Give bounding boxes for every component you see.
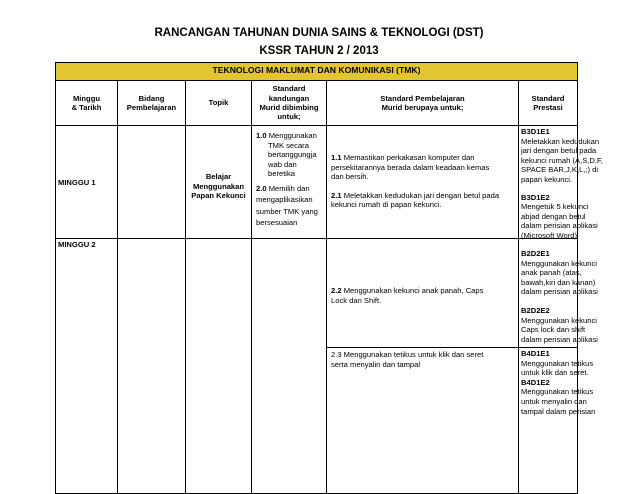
document-subtitle: KSSR TAHUN 2 / 2013	[259, 45, 379, 57]
row1-bidang	[117, 125, 186, 239]
row1-standard-prestasi: B3D1E1 Meletakkan kedudukan jari dengan betul pada kekunci rumah (A,S,D,F, SPACE BAR,J,K,L,;) di papan kekunci. B3D1E2 Mengetuk 5 kekunci abjad dengan betul dalam perisian aplikasi (Microsoft Word)	[518, 125, 578, 239]
row2-topik	[185, 238, 252, 494]
header-standard-prestasi: Standard Prestasi	[518, 80, 578, 126]
row1-standard-kandungan: 1.0 Menggunakan TMK secara bertanggungja wab dan beretika 2.0 Memilih dan mengaplikasikan sumber TMK yang bersesuaian	[251, 125, 327, 239]
table-banner: TEKNOLOGI MAKLUMAT DAN KOMUNIKASI (TMK)	[55, 62, 578, 81]
rancangan-table	[55, 62, 603, 493]
header-bidang: Bidang Pembelajaran	[117, 80, 186, 126]
header-standard-kandungan: Standard kandungan Murid dibimbing untuk;	[251, 80, 327, 126]
header-topik: Topik	[185, 80, 252, 126]
header-standard-pembelajaran: Standard Pembelajaran Murid berupaya untuk;	[326, 80, 519, 126]
document-title: RANCANGAN TAHUNAN DUNIA SAINS & TEKNOLOGI (DST)	[154, 27, 484, 39]
row1-minggu: MINGGU 1	[55, 125, 118, 239]
row2-minggu: MINGGU 2	[55, 238, 118, 494]
header-minggu: Minggu & Tarikh	[55, 80, 118, 126]
row2-standard-pembelajaran: 2.2 Menggunakan kekunci anak panah, Caps Lock dan Shift.	[326, 238, 519, 348]
row2-bidang	[117, 238, 186, 494]
row2-standard-prestasi: B2D2E1 Menggunakan kekunci anak panah (atas, bawah,kiri dan kanan) dalam perisian aplikasi B2D2E2 Menggunakan kekunci Caps lock dan shift dalam perisian aplikasi	[518, 238, 578, 348]
row3-standard-prestasi: B4D1E1 Menggunakan tetikus untuk klik dan seret. B4D1E2 Menggunakan tetikus untuk menyalin dan tampal dalam perisian	[518, 347, 578, 494]
row1-topik: Belajar Menggunakan Papan Kekunci	[185, 125, 252, 239]
row2-standard-kandungan	[251, 238, 327, 494]
row1-standard-pembelajaran: 1.1 Memastikan perkakasan komputer dan persekitarannya berada dalam keadaan kemas dan bersih. 2.1 Meletakkan kedudukan jari dengan betul pada kekunci rumah di papan kekunci.	[326, 125, 519, 239]
row3-standard-pembelajaran: 2.3 Menggunakan tetikus untuk klik dan seret serta menyalin dan tampal	[326, 347, 519, 494]
